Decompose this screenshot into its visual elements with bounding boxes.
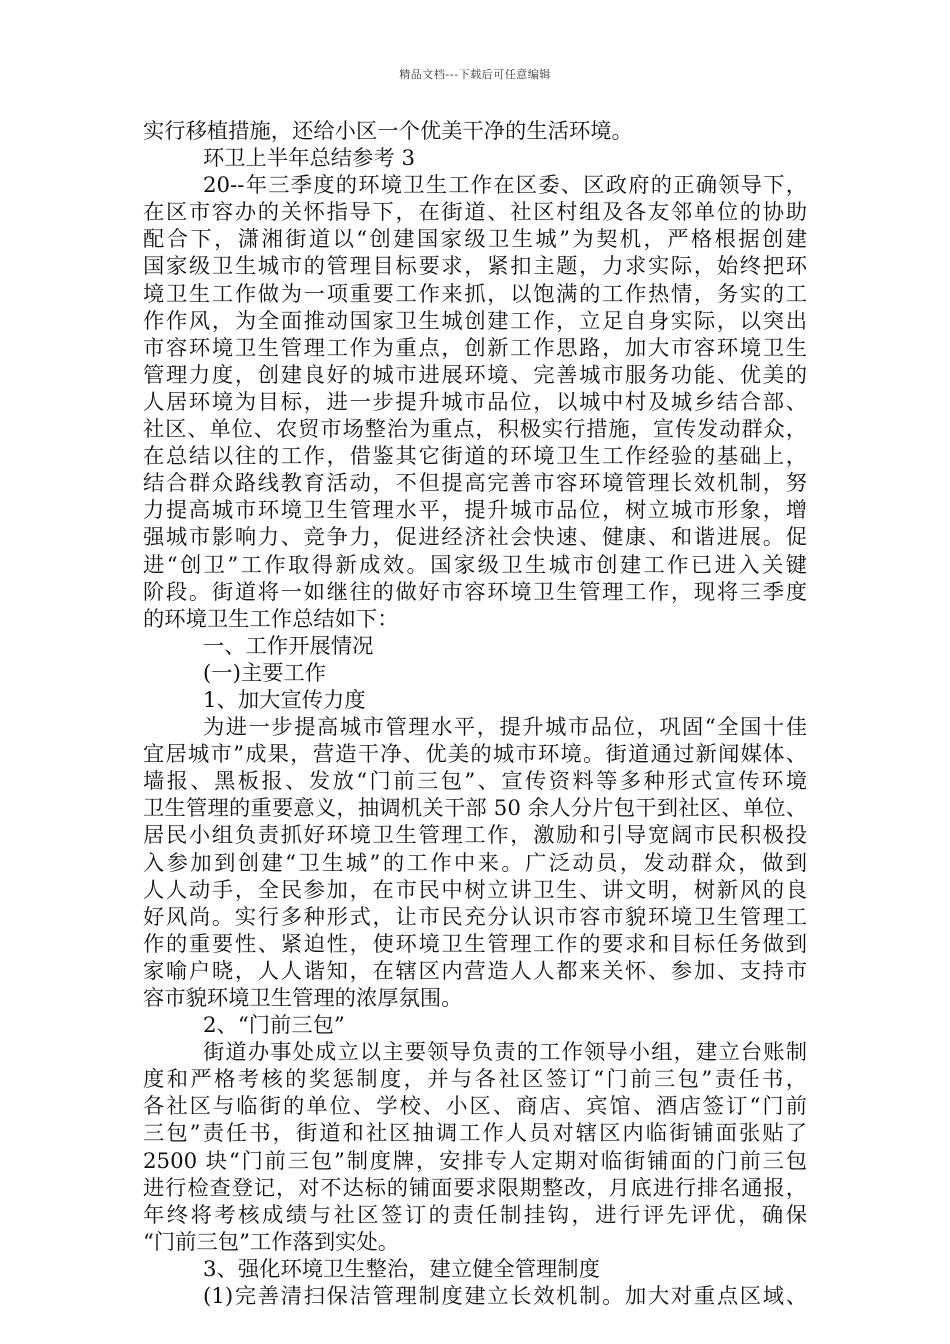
- document-body: [143, 118, 807, 1310]
- text-line: 年终将考核成绩与社区签订的责任制挂钩，进行评先评优，确保: [143, 1202, 807, 1228]
- text-line: 强城市影响力、竞争力，促进经济社会快速、健康、和谐进展。促: [143, 525, 807, 551]
- text-line: 度和严格考核的奖惩制度，并与各社区签订“门前三包”责任书，: [143, 1067, 807, 1093]
- text-line: 进“创卫”工作取得新成效。国家级卫生城市创建工作已进入关键: [143, 552, 807, 578]
- text-line: 3、强化环境卫生整治，建立健全管理制度: [203, 1256, 600, 1282]
- text-line: 实行移植措施，还给小区一个优美干净的生活环境。: [143, 119, 633, 144]
- text-line: 社区、单位、农贸市场整治为重点，积极实行措施，宣传发动群众，: [143, 417, 807, 443]
- text-line: 作作风，为全面推动国家卫生城创建工作，立足自身实际，以突出: [143, 308, 807, 334]
- text-line: 配合下，潇湘街道以“创建国家级卫生城”为契机，严格根据创建: [143, 227, 807, 253]
- text-line: 结合群众路线教育活动，不但提高完善市容环境管理长效机制，努: [143, 471, 807, 497]
- text-line: 环卫上半年总结参考 3: [203, 146, 415, 172]
- text-line: 一、工作开展情况: [203, 633, 374, 659]
- text-line: 力提高城市环境卫生管理水平，提升城市品位，树立城市形象，增: [143, 498, 807, 524]
- text-line: 人人动手，全民参加，在市民中树立讲卫生、讲文明，树新风的良: [143, 877, 807, 903]
- text-line: 境卫生工作做为一项重要工作来抓，以饱满的工作热情，务实的工: [143, 281, 807, 307]
- text-line: 阶段。街道将一如继往的做好市容环境卫生管理工作，现将三季度: [143, 579, 807, 605]
- text-line: 国家级卫生城市的管理目标要求，紧扣主题，力求实际，始终把环: [143, 254, 807, 280]
- text-line: 的环境卫生工作总结如下：: [143, 606, 399, 632]
- text-line: 卫生管理的重要意义，抽调机关干部 50 余人分片包干到社区、单位、: [143, 796, 807, 822]
- text-line: 容市貌环境卫生管理的浓厚氛围。: [143, 986, 463, 1011]
- text-line: 2、“门前三包”: [203, 1013, 345, 1039]
- text-line: 墙报、黑板报、发放“门前三包”、宣传资料等多种形式宣传环境: [143, 769, 807, 795]
- text-line: 管理力度，创建良好的城市进展环境、完善城市服务功能、优美的: [143, 362, 807, 388]
- text-line: “门前三包”工作落到实处。: [143, 1229, 400, 1255]
- text-line: 居民小组负责抓好环境卫生管理工作，激励和引导宽阔市民积极投: [143, 823, 807, 849]
- text-line: 在区市容办的关怀指导下，在街道、社区村组及各友邻单位的协助: [143, 200, 807, 226]
- text-line: 20--年三季度的环境卫生工作在区委、区政府的正确领导下，: [203, 173, 807, 199]
- text-line: 2500 块“门前三包”制度牌，安排专人定期对临街铺面的门前三包: [143, 1148, 807, 1174]
- text-line: (1)完善清扫保洁管理制度建立长效机制。加大对重点区域、: [203, 1284, 807, 1310]
- text-line: 各社区与临街的单位、学校、小区、商店、宾馆、酒店签订“门前: [143, 1094, 807, 1120]
- text-line: 三包”责任书，街道和社区抽调工作人员对辖区内临街铺面张贴了: [143, 1121, 807, 1147]
- page-header-note: 精品文档---下载后可任意编辑: [399, 68, 551, 81]
- text-line: 好风尚。实行多种形式，让市民充分认识市容市貌环境卫生管理工: [143, 904, 807, 930]
- text-line: 街道办事处成立以主要领导负责的工作领导小组，建立台账制: [203, 1040, 807, 1066]
- text-line: 家喻户晓，人人谐知，在辖区内营造人人都来关怀、参加、支持市: [143, 958, 807, 984]
- text-line: 人居环境为目标，进一步提升城市品位，以城中村及城乡结合部、: [143, 389, 807, 415]
- text-line: 宜居城市”成果，营造干净、优美的城市环境。街道通过新闻媒体、: [143, 742, 807, 768]
- text-line: 1、加大宣传力度: [203, 687, 366, 713]
- text-line: 在总结以往的工作，借鉴其它街道的环境卫生工作经验的基础上，: [143, 444, 807, 470]
- text-line: 进行检查登记，对不达标的铺面要求限期整改，月底进行排名通报，: [143, 1175, 807, 1201]
- text-line: (一)主要工作: [203, 660, 327, 686]
- text-line: 为进一步提高城市管理水平，提升城市品位，巩固“全国十佳: [203, 715, 807, 741]
- text-line: 作的重要性、紧迫性，使环境卫生管理工作的要求和目标任务做到: [143, 931, 807, 957]
- text-line: 市容环境卫生管理工作为重点，创新工作思路，加大市容环境卫生: [143, 335, 807, 361]
- text-line: 入参加到创建“卫生城”的工作中来。广泛动员，发动群众，做到: [143, 850, 807, 876]
